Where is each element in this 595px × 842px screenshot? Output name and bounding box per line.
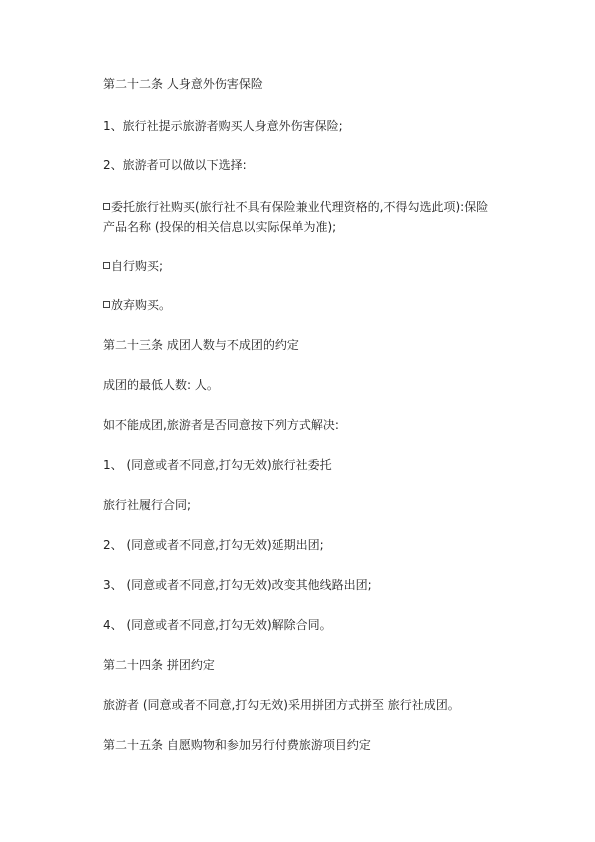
insurance-item-1: 1、旅行社提示旅游者购买人身意外伤害保险; [103, 119, 343, 133]
option-agency-purchase-text: 委托旅行社购买(旅行社不具有保险兼业代理资格的,不得勾选此项):保险产品名称 (投保的相关信息以实际保单为准); [103, 200, 489, 234]
article-25-heading: 第二十五条 自愿购物和参加另行付费旅游项目约定 [103, 738, 371, 752]
group-merge-clause: 旅游者 (同意或者不同意,打勾无效)采用拼团方式拼至 旅行社成团。 [103, 698, 460, 712]
option-decline-purchase-text: 放弃购买。 [111, 298, 172, 312]
option-self-purchase [103, 258, 492, 274]
option-agency-purchase [103, 197, 492, 237]
checkbox-agency-purchase[interactable] [103, 203, 110, 210]
resolution-option-3: 3、 (同意或者不同意,打勾无效)改变其他线路出团; [103, 578, 372, 592]
no-group-resolution-prompt: 如不能成团,旅游者是否同意按下列方式解决: [103, 418, 339, 432]
insurance-item-2: 2、旅游者可以做以下选择: [103, 158, 247, 172]
article-22-heading: 第二十二条 人身意外伤害保险 [103, 77, 263, 91]
article-23-heading: 第二十三条 成团人数与不成团的约定 [103, 338, 299, 352]
resolution-option-2: 2、 (同意或者不同意,打勾无效)延期出团; [103, 538, 324, 552]
resolution-option-1: 1、 (同意或者不同意,打勾无效)旅行社委托 [103, 458, 332, 472]
option-decline-purchase [103, 297, 492, 313]
checkbox-decline-purchase[interactable] [103, 301, 110, 308]
option-self-purchase-text: 自行购买; [111, 259, 164, 273]
checkbox-self-purchase[interactable] [103, 262, 110, 269]
minimum-group-size: 成团的最低人数: 人。 [103, 378, 219, 392]
resolution-option-4: 4、 (同意或者不同意,打勾无效)解除合同。 [103, 618, 332, 632]
resolution-option-1-continued: 旅行社履行合同; [103, 498, 192, 512]
article-24-heading: 第二十四条 拼团约定 [103, 658, 215, 672]
